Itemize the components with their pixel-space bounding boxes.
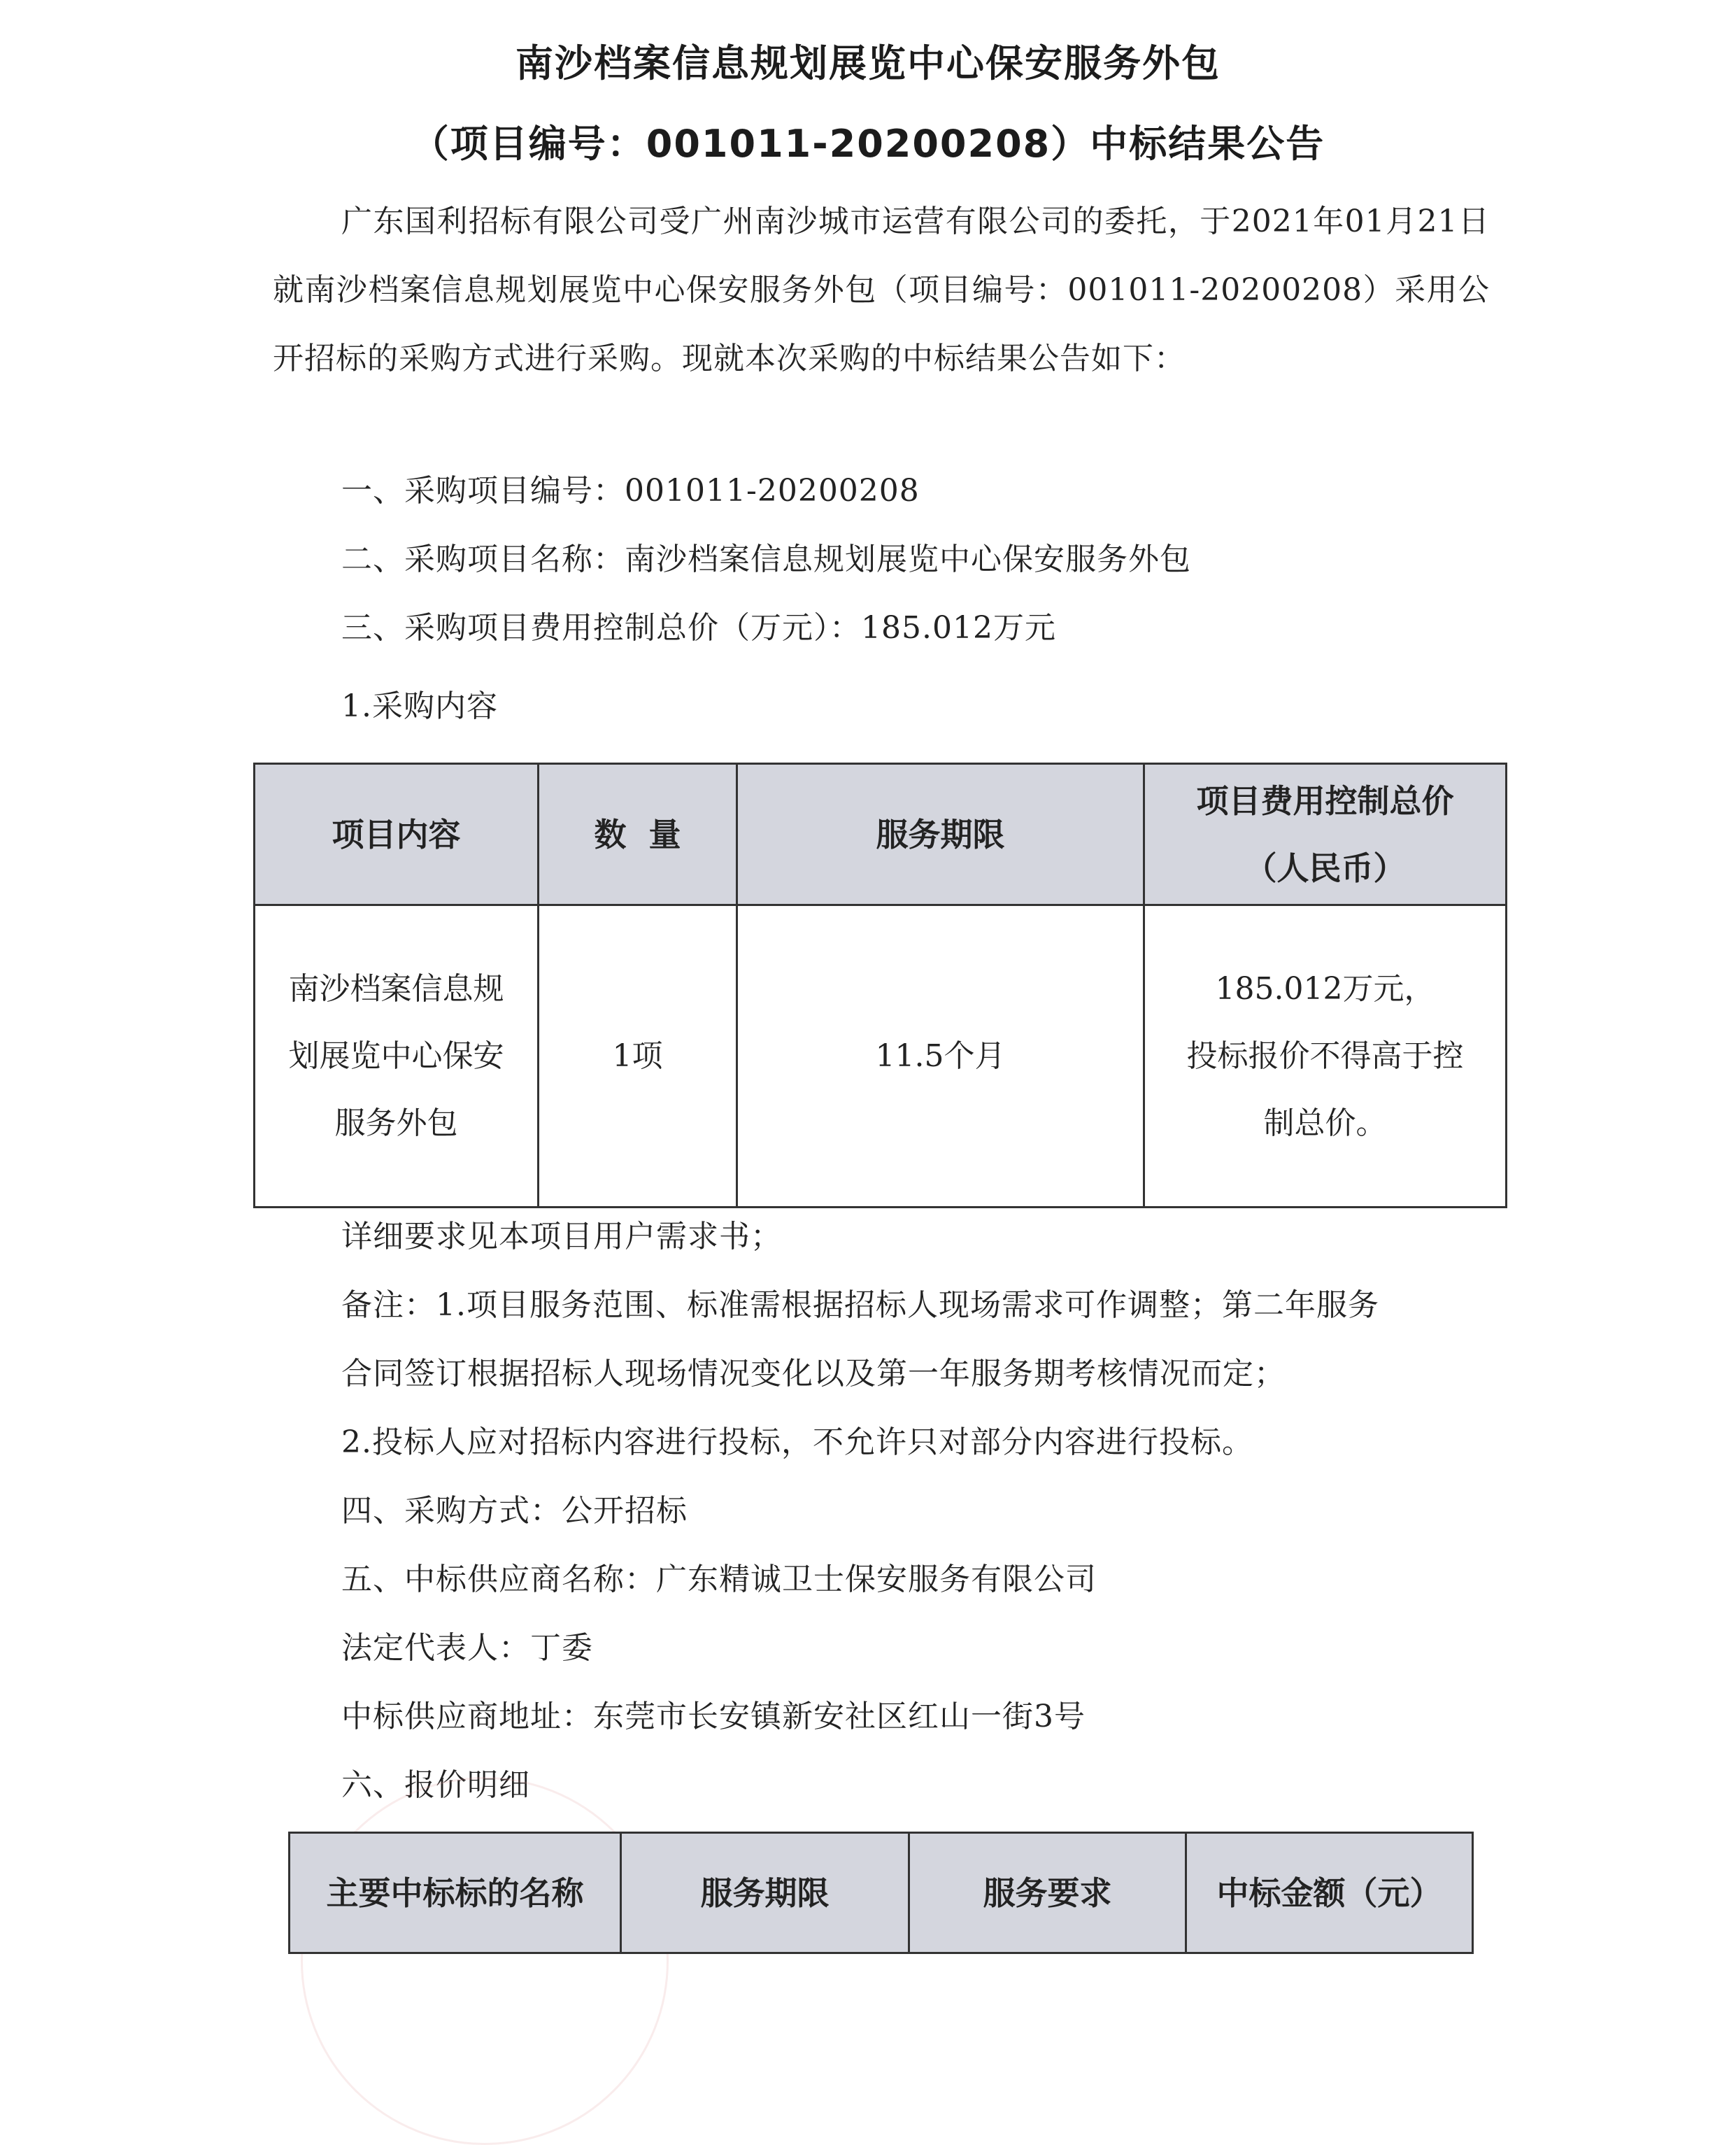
header-period: 服务期限 <box>737 764 1144 905</box>
cell-price-line3: 制总价。 <box>1263 1105 1387 1141</box>
legal-representative: 法定代表人：丁委 <box>341 1630 593 1666</box>
header-service-period: 服务期限 <box>621 1833 909 1953</box>
page-title-line1: 南沙档案信息规划展览中心保安服务外包 <box>515 41 1221 85</box>
quote-detail-heading: 六、报价明细 <box>341 1767 530 1803</box>
remark-1-line2: 合同签订根据招标人现场情况变化以及第一年服务期考核情况而定； <box>341 1356 1286 1392</box>
intro-paragraph: 广东国利招标有限公司受广州南沙城市运营有限公司的委托，于2021年01月21日就南沙档案信息规划展览中心保安服务外包（项目编号：001011-20200208）采用公开招标的采购方式进行采购。现就本次采购的中标结果公告如下： <box>273 204 1490 376</box>
header-subject-name: 主要中标标的名称 <box>290 1833 621 1953</box>
project-number-item: 一、采购项目编号：001011-20200208 <box>341 473 920 509</box>
cell-period: 11.5个月 <box>737 905 1144 1208</box>
header-service-requirement: 服务要求 <box>909 1833 1186 1953</box>
table-row <box>255 905 1507 1208</box>
procurement-content-heading: 1.采购内容 <box>341 688 498 724</box>
procurement-content-table <box>253 763 1507 1208</box>
remark-2: 2.投标人应对招标内容进行投标，不允许只对部分内容进行投标。 <box>341 1424 1253 1460</box>
cell-content-line2: 划展览中心保安 <box>288 1038 504 1074</box>
cell-content-line1: 南沙档案信息规 <box>288 970 504 1007</box>
winner-address: 中标供应商地址：东莞市长安镇新安社区红山一街3号 <box>341 1699 1086 1734</box>
winner-name: 五、中标供应商名称：广东精诚卫士保安服务有限公司 <box>341 1562 1097 1597</box>
table-header-row <box>290 1833 1473 1953</box>
quote-detail-table <box>288 1832 1474 1954</box>
cell-price-line1: 185.012万元， <box>1215 970 1435 1007</box>
project-name-item: 二、采购项目名称：南沙档案信息规划展览中心保安服务外包 <box>341 541 1191 577</box>
procurement-method: 四、采购方式：公开招标 <box>341 1493 688 1529</box>
cell-price <box>1144 905 1507 1208</box>
control-price-item: 三、采购项目费用控制总价（万元）：185.012万元 <box>341 610 1056 646</box>
detail-requirement-note: 详细要求见本项目用户需求书； <box>341 1219 782 1254</box>
table-header-row <box>255 764 1507 905</box>
header-control-price-line2: （人民币） <box>1244 849 1406 887</box>
header-control-price-line1: 项目费用控制总价 <box>1196 781 1454 820</box>
cell-quantity: 1项 <box>539 905 737 1208</box>
header-winning-amount: 中标金额（元） <box>1186 1833 1473 1953</box>
remark-1-line1: 备注：1.项目服务范围、标准需根据招标人现场需求可作调整；第二年服务 <box>341 1287 1379 1323</box>
header-quantity: 数 量 <box>539 764 737 905</box>
header-content: 项目内容 <box>255 764 539 905</box>
page-title-line2: （项目编号：001011-20200208）中标结果公告 <box>411 122 1325 166</box>
cell-content <box>255 905 539 1208</box>
header-control-price <box>1144 764 1507 905</box>
cell-content-line3: 服务外包 <box>334 1105 458 1141</box>
cell-price-line2: 投标报价不得高于控 <box>1186 1038 1464 1074</box>
